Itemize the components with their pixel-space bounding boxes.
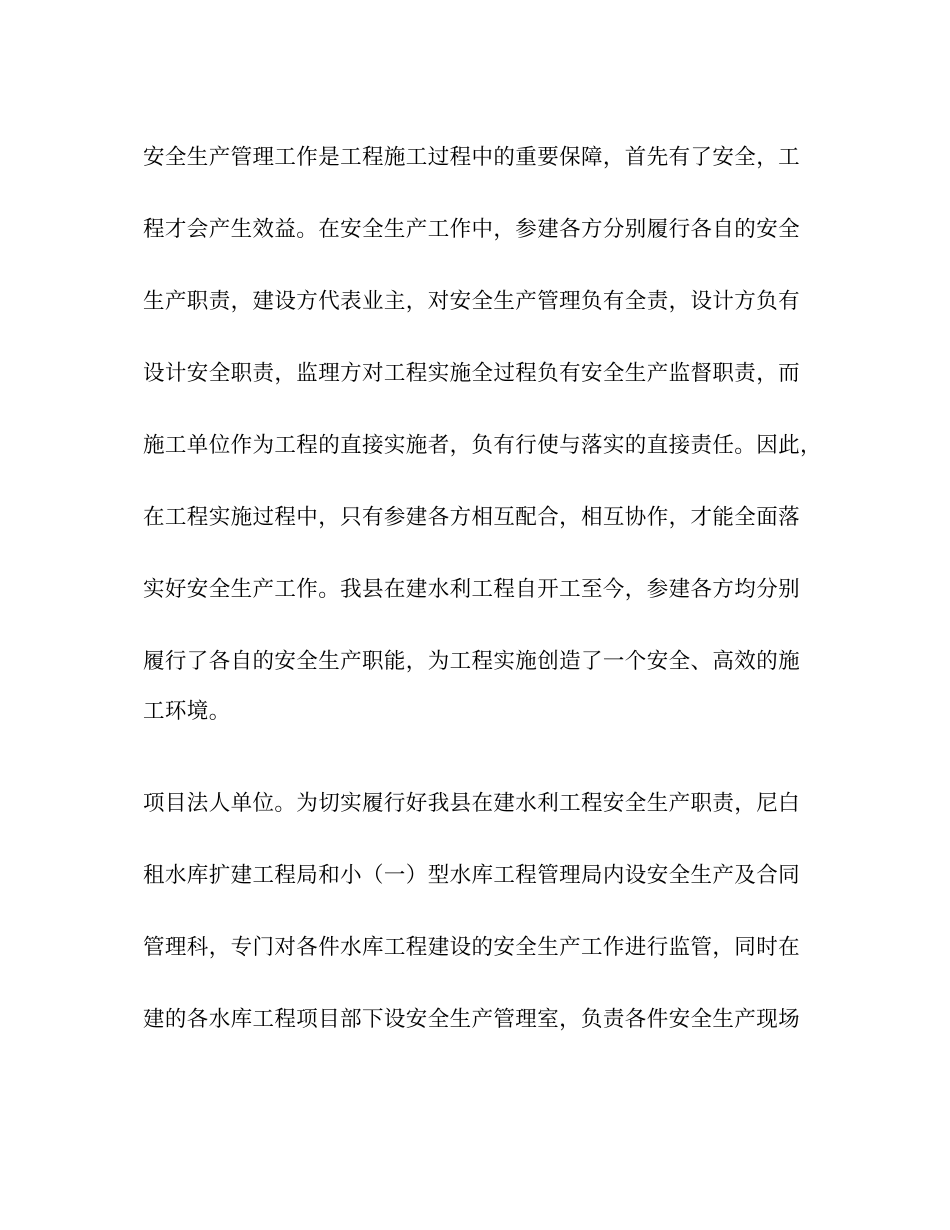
paragraph-1-line-3: 生产职责，建设方代表业主，对安全生产管理负有全责，设计方负有 — [143, 289, 801, 314]
paragraph-1-line-7: 实好安全生产工作。我县在建水利工程自开工至今，参建各方均分别 — [143, 577, 801, 602]
paragraph-1-line-9: 工环境。 — [143, 699, 231, 724]
paragraph-1-line-1: 安全生产管理工作是工程施工过程中的重要保障，首先有了安全，工 — [143, 145, 801, 170]
paragraph-1-line-8: 履行了各自的安全生产职能，为工程实施创造了一个安全、高效的施 — [143, 649, 801, 674]
paragraph-1-line-4: 设计安全职责，监理方对工程实施全过程负有安全生产监督职责，而 — [143, 361, 801, 386]
paragraph-2-line-1: 项目法人单位。为切实履行好我县在建水利工程安全生产职责，尼白 — [143, 791, 801, 816]
paragraph-1-line-6: 在工程实施过程中，只有参建各方相互配合，相互协作，才能全面落 — [143, 505, 801, 530]
paragraph-2-line-2: 租水库扩建工程局和小（一）型水库工程管理局内设安全生产及合同 — [143, 863, 801, 888]
paragraph-1-line-5: 施工单位作为工程的直接实施者，负有行使与落实的直接责任。因此， — [143, 433, 822, 458]
paragraph-2-line-3: 管理科，专门对各件水库工程建设的安全生产工作进行监管，同时在 — [143, 935, 801, 960]
paragraph-1-line-2: 程才会产生效益。在安全生产工作中，参建各方分别履行各自的安全 — [143, 217, 801, 242]
paragraph-2-line-4: 建的各水库工程项目部下设安全生产管理室，负责各件安全生产现场 — [143, 1007, 801, 1032]
